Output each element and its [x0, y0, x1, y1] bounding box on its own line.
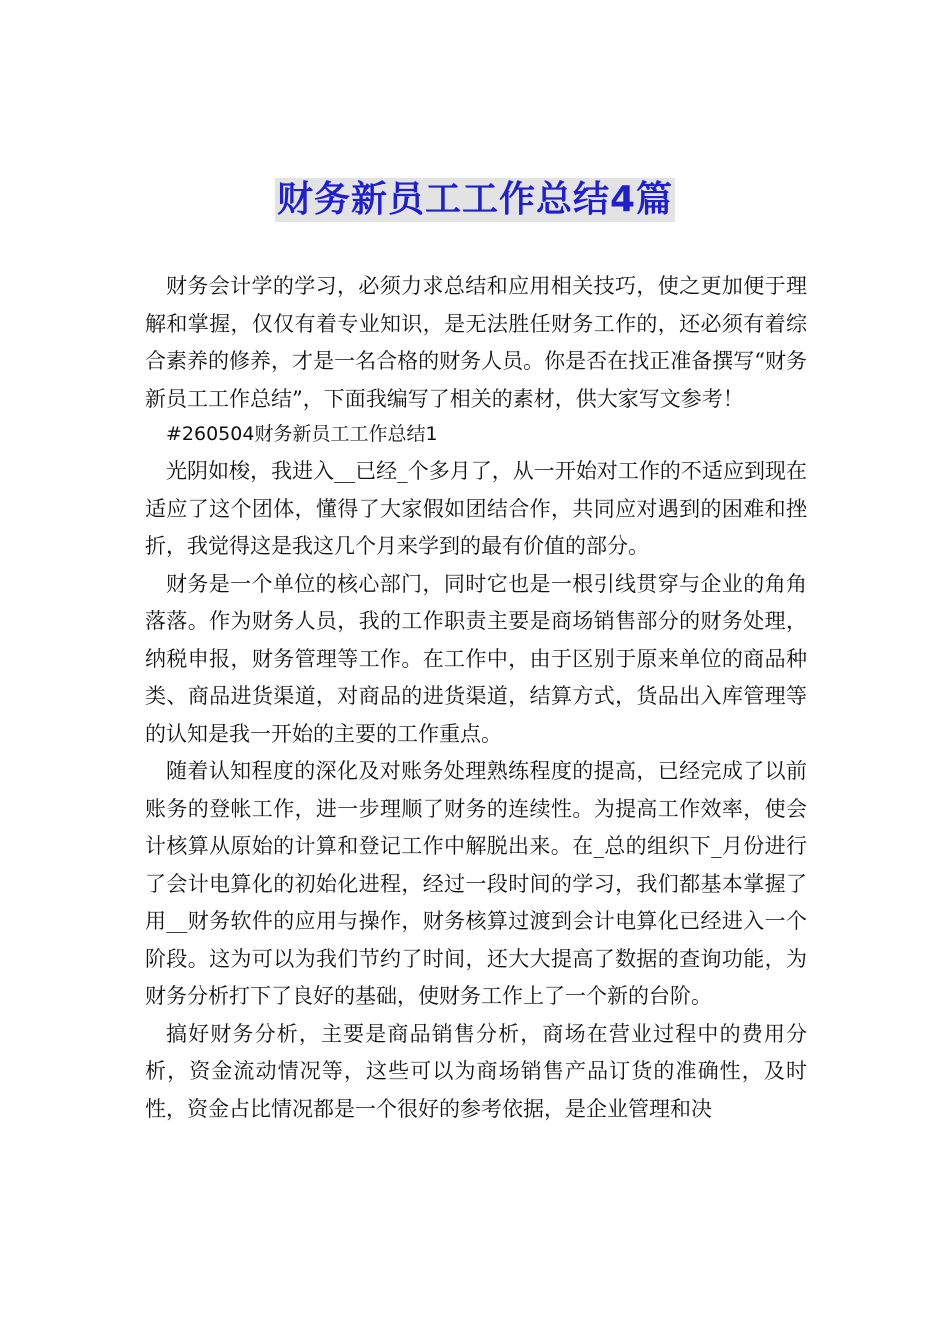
- body-paragraph: 财务是一个单位的核心部门，同时它也是一根引线贯穿与企业的角角落落。作为财务人员，我的工作职责主要是商场销售部分的财务处理，纳税申报，财务管理等工作。在工作中，由于区别于原来单位的商品种类、商品进货渠道，对商品的进货渠道，结算方式，货品出入库管理等的认知是我一开始的主要的工作重点。: [145, 571, 807, 746]
- body-paragraph: 搞好财务分析，主要是商品销售分析，商场在营业过程中的费用分析，资金流动情况等，这些可以为商场销售产品订货的准确性，及时性，资金占比情况都是一个很好的参考依据，是企业管理和决: [145, 1021, 807, 1121]
- body-paragraph: 光阴如梭，我进入__已经_个多月了，从一开始对工作的不适应到现在适应了这个团体，懂得了大家假如团结合作，共同应对遇到的困难和挫折，我觉得这是我这几个月来学到的最有价值的部分。: [145, 459, 807, 558]
- title-container: [0, 178, 950, 222]
- intro-paragraph: 财务会计学的学习，必须力求总结和应用相关技巧，使之更加便于理解和掌握，仅仅有着专业知识，是无法胜任财务工作的，还必须有着综合素养的修养，才是一名合格的财务人员。你是否在找正准备撰写“财务新员工工作总结”，下面我编写了相关的素材，供大家写文参考！: [145, 274, 807, 411]
- section-heading: #260504财务新员工工作总结1: [166, 423, 438, 445]
- document-title: 财务新员工工作总结4篇: [276, 179, 674, 220]
- document-body: [145, 268, 807, 1128]
- body-paragraph: 随着认知程度的深化及对账务处理熟练程度的提高，已经完成了以前账务的登帐工作，进一步理顺了财务的连续性。为提高工作效率，使会计核算从原始的计算和登记工作中解脱出来。在_总的组织下_月份进行了会计电算化的初始化进程，经过一段时间的学习，我们都基本掌握了用__财务软件的应用与操作，财务核算过渡到会计电算化已经进入一个阶段。这为可以为我们节约了时间，还大大提高了数据的查询功能，为财务分析打下了良好的基础，使财务工作上了一个新的台阶。: [145, 759, 807, 1008]
